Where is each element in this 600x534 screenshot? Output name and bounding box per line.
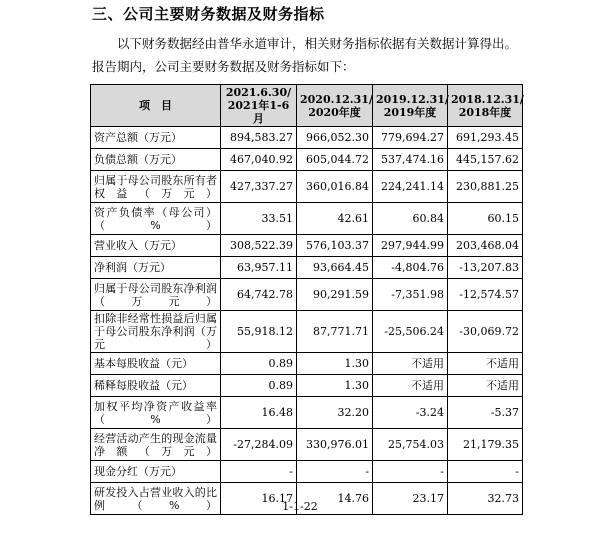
cell-value: 427,337.27 (221, 171, 297, 203)
header-2018: 2018.12.31/ 2018年度 (448, 85, 523, 127)
row-label: 归属于母公司股东净利润（万元） (91, 279, 221, 311)
row-label: 扣除非经常性损益后归属于母公司股东净利润（万元） (91, 311, 221, 353)
cell-value: 64,742.78 (221, 279, 297, 311)
table-row (91, 203, 523, 235)
table-row (91, 171, 523, 203)
table-row (91, 311, 523, 353)
cell-value: 16.17 (221, 483, 297, 515)
cell-value: 1.30 (297, 353, 373, 375)
table-row (91, 149, 523, 171)
cell-value: - (448, 461, 523, 483)
cell-value: -30,069.72 (448, 311, 523, 353)
header-2021h1: 2021.6.30/ 2021年1-6月 (221, 85, 297, 127)
cell-value: 不适用 (373, 375, 448, 397)
cell-value: -3.24 (373, 397, 448, 429)
header-item: 项 目 (91, 85, 221, 127)
cell-value: 55,918.12 (221, 311, 297, 353)
cell-value: 779,694.27 (373, 127, 448, 149)
cell-value: -7,351.98 (373, 279, 448, 311)
cell-value: 32.73 (448, 483, 523, 515)
cell-value: 467,040.92 (221, 149, 297, 171)
financial-data-table (90, 84, 523, 515)
cell-value: 308,522.39 (221, 235, 297, 257)
table-row (91, 257, 523, 279)
cell-value: 224,241.14 (373, 171, 448, 203)
cell-value: 966,052.30 (297, 127, 373, 149)
cell-value: -25,506.24 (373, 311, 448, 353)
cell-value: -27,284.09 (221, 429, 297, 461)
table-row (91, 235, 523, 257)
table-intro-paragraph: 报告期内，公司主要财务数据及财务指标如下： (92, 59, 355, 74)
row-label: 营业收入（万元） (91, 235, 221, 257)
cell-value: 25,754.03 (373, 429, 448, 461)
row-label: 净利润（万元） (91, 257, 221, 279)
cell-value: 297,944.99 (373, 235, 448, 257)
row-label: 基本每股收益（元） (91, 353, 221, 375)
cell-value: 33.51 (221, 203, 297, 235)
header-2019: 2019.12.31/ 2019年度 (373, 85, 448, 127)
cell-value: 87,771.71 (297, 311, 373, 353)
row-label: 经营活动产生的现金流量净额（万元） (91, 429, 221, 461)
cell-value: 0.89 (221, 353, 297, 375)
cell-value: 605,044.72 (297, 149, 373, 171)
row-label: 稀释每股收益（元） (91, 375, 221, 397)
cell-value: 203,468.04 (448, 235, 523, 257)
cell-value: 不适用 (448, 353, 523, 375)
row-label: 加权平均净资产收益率（%） (91, 397, 221, 429)
cell-value: 576,103.37 (297, 235, 373, 257)
table-header-row (91, 85, 523, 127)
cell-value: 60.84 (373, 203, 448, 235)
cell-value: 42.61 (297, 203, 373, 235)
table-row (91, 127, 523, 149)
cell-value: -5.37 (448, 397, 523, 429)
cell-value: 63,957.11 (221, 257, 297, 279)
cell-value: 0.89 (221, 375, 297, 397)
cell-value: - (373, 461, 448, 483)
table-row (91, 397, 523, 429)
cell-value: -12,574.57 (448, 279, 523, 311)
cell-value: 894,583.27 (221, 127, 297, 149)
cell-value: 691,293.45 (448, 127, 523, 149)
header-2020: 2020.12.31/ 2020年度 (297, 85, 373, 127)
row-label: 负债总额（万元） (91, 149, 221, 171)
cell-value: 90,291.59 (297, 279, 373, 311)
row-label: 现金分红（万元） (91, 461, 221, 483)
intro-paragraph: 以下财务数据经由普华永道审计，相关财务指标依据有关数据计算得出。 (117, 36, 518, 51)
cell-value: 93,664.45 (297, 257, 373, 279)
section-heading: 三、公司主要财务数据及财务指标 (92, 5, 325, 23)
cell-value: 537,474.16 (373, 149, 448, 171)
cell-value: 不适用 (373, 353, 448, 375)
page-number: 1-1-22 (282, 500, 318, 513)
cell-value: -4,804.76 (373, 257, 448, 279)
row-label: 资产负债率（母公司）（%） (91, 203, 221, 235)
cell-value: 32.20 (297, 397, 373, 429)
cell-value: - (297, 461, 373, 483)
cell-value: - (221, 461, 297, 483)
cell-value: 14.76 (297, 483, 373, 515)
table-row (91, 429, 523, 461)
cell-value: 230,881.25 (448, 171, 523, 203)
row-label: 资产总额（万元） (91, 127, 221, 149)
cell-value: 445,157.62 (448, 149, 523, 171)
cell-value: -13,207.83 (448, 257, 523, 279)
cell-value: 23.17 (373, 483, 448, 515)
row-label: 研发投入占营业收入的比例（%） (91, 483, 221, 515)
cell-value: 不适用 (448, 375, 523, 397)
table-row (91, 375, 523, 397)
cell-value: 60.15 (448, 203, 523, 235)
cell-value: 16.48 (221, 397, 297, 429)
table-row (91, 461, 523, 483)
row-label: 归属于母公司股东所有者权益（万元） (91, 171, 221, 203)
cell-value: 360,016.84 (297, 171, 373, 203)
cell-value: 1.30 (297, 375, 373, 397)
table-row (91, 353, 523, 375)
table-row (91, 279, 523, 311)
cell-value: 21,179.35 (448, 429, 523, 461)
cell-value: 330,976.01 (297, 429, 373, 461)
